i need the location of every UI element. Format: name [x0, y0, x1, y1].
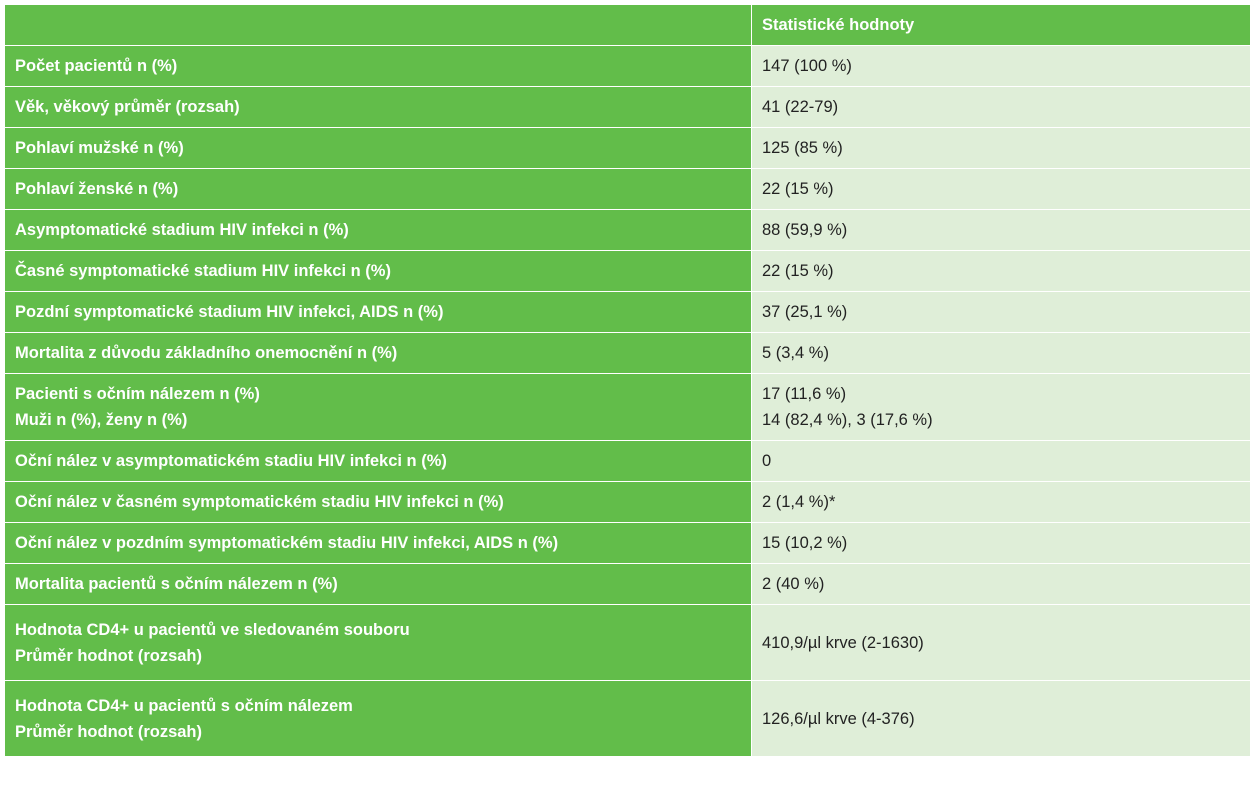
- table-row: [5, 564, 1251, 605]
- table-row: [5, 128, 1251, 169]
- row-label: [5, 482, 752, 523]
- row-label: [5, 128, 752, 169]
- row-value-line: 2 (40 %): [762, 575, 825, 593]
- row-label-line: Oční nález v pozdním symptomatickém stadiu HIV infekci, AIDS n (%): [15, 534, 559, 552]
- row-value-line: 22 (15 %): [762, 262, 834, 280]
- row-value-line: 14 (82,4 %), 3 (17,6 %): [762, 411, 933, 429]
- row-value: [752, 374, 1251, 441]
- row-label: [5, 523, 752, 564]
- row-label: [5, 681, 752, 757]
- row-label-line: Hodnota CD4+ u pacientů s očním nálezem: [15, 696, 353, 715]
- table-row: [5, 374, 1251, 441]
- row-value-line: 0: [762, 452, 772, 470]
- row-value: [752, 251, 1251, 292]
- table-row: [5, 605, 1251, 681]
- table-row: [5, 292, 1251, 333]
- row-value-line: 41 (22-79): [762, 98, 839, 116]
- row-value: [752, 441, 1251, 482]
- row-label: [5, 333, 752, 374]
- row-label-line: Mortalita pacientů s očním nálezem n (%): [15, 575, 338, 593]
- row-value-line: 147 (100 %): [762, 57, 852, 75]
- header-label-cell: [5, 5, 752, 46]
- row-value-line: 88 (59,9 %): [762, 221, 848, 239]
- row-label-line: Věk, věkový průměr (rozsah): [15, 98, 240, 116]
- row-value: [752, 292, 1251, 333]
- table-row: [5, 251, 1251, 292]
- row-value: [752, 46, 1251, 87]
- row-value-line: 15 (10,2 %): [762, 534, 848, 552]
- table-row: [5, 482, 1251, 523]
- row-value-line: 5 (3,4 %): [762, 344, 829, 362]
- row-value: [752, 169, 1251, 210]
- row-label-line: Oční nález v asymptomatickém stadiu HIV infekci n (%): [15, 452, 447, 470]
- row-value-line: 22 (15 %): [762, 180, 834, 198]
- table-row: [5, 87, 1251, 128]
- table-row: [5, 441, 1251, 482]
- row-value-line: 2 (1,4 %)*: [762, 493, 836, 511]
- row-label-line: Pohlaví ženské n (%): [15, 180, 179, 198]
- row-value-line: 125 (85 %): [762, 139, 843, 157]
- table-row: [5, 681, 1251, 757]
- row-label: [5, 87, 752, 128]
- row-label-line: Mortalita z důvodu základního onemocnění n (%): [15, 344, 398, 362]
- row-label: [5, 374, 752, 441]
- table-row: [5, 46, 1251, 87]
- statistics-table: [4, 4, 1251, 757]
- row-value: [752, 482, 1251, 523]
- table-header-row: [5, 5, 1251, 46]
- table-row: [5, 523, 1251, 564]
- row-label: [5, 210, 752, 251]
- row-value-line: 17 (11,6 %): [762, 385, 847, 403]
- row-value: [752, 523, 1251, 564]
- row-value: [752, 128, 1251, 169]
- row-value-line: 37 (25,1 %): [762, 303, 848, 321]
- row-label-line: Oční nález v časném symptomatickém stadiu HIV infekci n (%): [15, 493, 504, 511]
- table-row: [5, 169, 1251, 210]
- header-value-cell: Statistické hodnoty: [752, 5, 1251, 46]
- row-value: [752, 564, 1251, 605]
- row-label: [5, 251, 752, 292]
- row-label: [5, 169, 752, 210]
- row-value: [752, 605, 1251, 681]
- row-label: [5, 605, 752, 681]
- row-label-line: Hodnota CD4+ u pacientů ve sledovaném souboru: [15, 620, 410, 639]
- row-value: [752, 681, 1251, 757]
- row-value: [752, 87, 1251, 128]
- row-value-line: 126,6/µl krve (4-376): [762, 709, 915, 728]
- row-label-line: Průměr hodnot (rozsah): [15, 646, 203, 665]
- row-label-line: Pozdní symptomatické stadium HIV infekci, AIDS n (%): [15, 303, 444, 321]
- row-label-line: Pohlaví mužské n (%): [15, 139, 184, 157]
- row-value-line: 410,9/µl krve (2-1630): [762, 633, 924, 652]
- row-label-line: Časné symptomatické stadium HIV infekci n (%): [15, 262, 391, 280]
- row-label-line: Muži n (%), ženy n (%): [15, 411, 188, 429]
- row-value: [752, 210, 1251, 251]
- row-label: [5, 46, 752, 87]
- row-label-line: Pacienti s očním nálezem n (%): [15, 385, 260, 403]
- row-label-line: Asymptomatické stadium HIV infekci n (%): [15, 221, 349, 239]
- row-label-line: Průměr hodnot (rozsah): [15, 722, 203, 741]
- row-label: [5, 441, 752, 482]
- table-row: [5, 333, 1251, 374]
- row-label: [5, 564, 752, 605]
- row-value: [752, 333, 1251, 374]
- table-row: [5, 210, 1251, 251]
- row-label: [5, 292, 752, 333]
- row-label-line: Počet pacientů n (%): [15, 57, 178, 75]
